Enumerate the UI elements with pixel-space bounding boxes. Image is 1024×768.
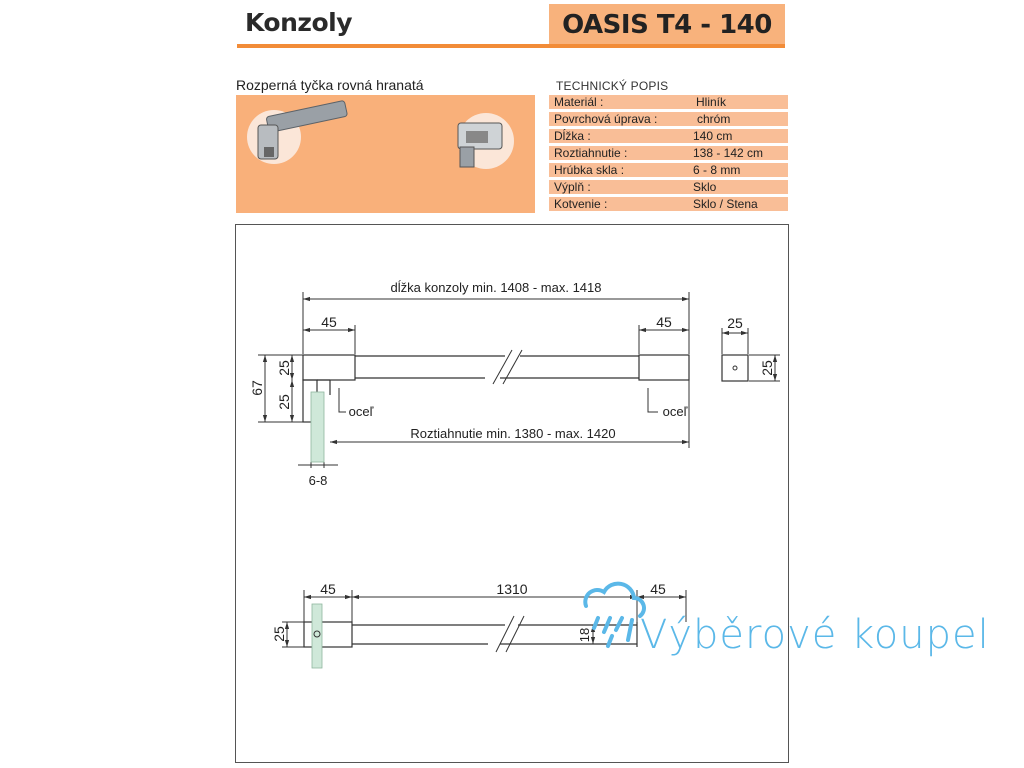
tech-label: Dĺžka : bbox=[554, 129, 591, 143]
dim-18: 18 bbox=[577, 627, 592, 643]
dim-45-left: 45 bbox=[321, 314, 337, 330]
dim-25-side: 25 bbox=[759, 360, 775, 376]
watermark-text: Výběrové koupel bbox=[640, 612, 990, 658]
tech-value: 6 - 8 mm bbox=[693, 163, 741, 177]
tech-value: Sklo / Stena bbox=[693, 197, 758, 211]
tech-value: Hliník bbox=[696, 95, 727, 109]
steel-label-left: oceľ bbox=[348, 404, 374, 419]
model-name: OASIS T4 - 140 bbox=[562, 10, 772, 40]
tech-title: TECHNICKÝ POPIS bbox=[556, 79, 669, 93]
dim-1310: 1310 bbox=[496, 581, 528, 597]
length-label: dĺžka konzoly min. 1408 - max. 1418 bbox=[390, 280, 602, 295]
tech-value: Sklo bbox=[693, 180, 717, 194]
glass-panel-bottom bbox=[312, 604, 322, 668]
tech-value: 140 cm bbox=[693, 129, 733, 143]
dim-25-lower: 25 bbox=[276, 394, 292, 410]
glass-thickness-label: 6-8 bbox=[308, 473, 328, 488]
dim-45-bottom-right: 45 bbox=[650, 581, 666, 597]
dim-25-top: 25 bbox=[727, 315, 743, 331]
tech-label: Výplň : bbox=[554, 180, 591, 194]
page-title: Konzoly bbox=[245, 8, 352, 37]
dim-45-bottom-left: 45 bbox=[320, 581, 336, 597]
tech-label: Povrchová úprava : bbox=[554, 112, 658, 126]
dim-45-right: 45 bbox=[656, 314, 672, 330]
tech-label: Roztiahnutie : bbox=[554, 146, 628, 160]
tech-label: Kotvenie : bbox=[554, 197, 608, 211]
tech-label: Hrúbka skla : bbox=[554, 163, 625, 177]
dim-25-bottom: 25 bbox=[271, 626, 287, 642]
dim-67: 67 bbox=[249, 380, 265, 396]
dim-25-upper: 25 bbox=[276, 360, 292, 376]
cloud-rain-icon bbox=[585, 584, 644, 646]
steel-label-right: oceľ bbox=[662, 404, 688, 419]
glass-panel bbox=[311, 392, 324, 462]
stretch-label: Roztiahnutie min. 1380 - max. 1420 bbox=[410, 426, 616, 441]
tech-value: chróm bbox=[697, 112, 731, 126]
product-name: Rozperná tyčka rovná hranatá bbox=[236, 77, 424, 93]
tech-value: 138 - 142 cm bbox=[693, 146, 764, 160]
tech-label: Materiál : bbox=[554, 95, 604, 109]
